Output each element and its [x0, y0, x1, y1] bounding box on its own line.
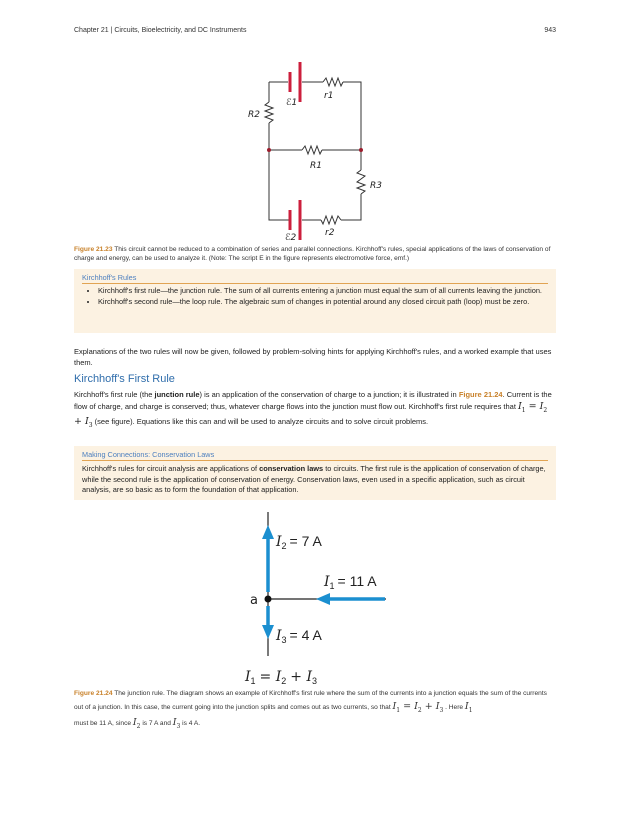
junction-rule-term: junction rule — [154, 390, 200, 399]
list-item: • Kirchhoff's first rule—the junction rule. The sum of all currents entering a junction must equal the sum of all currents leaving the junction. — [98, 286, 543, 296]
rules-box-title: Kirchhoff's Rules — [82, 273, 137, 282]
figure-23-caption-text: This circuit cannot be reduced to a combination of series and parallel connections. Kirchhoff's rules, special applications of the laws of conservation of charge and energy, can be used to analyze it. (Note: The script E in the figure represents electromotive force, emf.) — [74, 246, 551, 262]
list-item: • Kirchhoff's second rule—the loop rule. The algebraic sum of changes in potential around any closed circuit path (loop) must be zero. — [98, 297, 543, 307]
R3-label: R3 — [370, 181, 382, 191]
chapter-header: Chapter 21 | Circuits, Bioelectricity, and DC Instruments — [74, 27, 247, 34]
circuit-diagram — [230, 50, 390, 245]
figure-23-label: Figure 21.23 — [74, 246, 113, 253]
i1-arrowhead — [316, 593, 330, 605]
i3-label: = 4 A — [289, 627, 322, 643]
section-heading: Kirchhoff's First Rule — [74, 373, 175, 385]
svg-text:I1= 11 A: $I_1 = 11$ A — [324, 573, 377, 591]
junction-point — [265, 596, 272, 603]
r2-label: r2 — [325, 228, 335, 238]
kirchhoffs-rules-box — [74, 269, 556, 333]
figure-23-caption — [74, 245, 556, 263]
connections-box-title: Making Connections: Conservation Laws — [82, 450, 215, 459]
box-divider — [82, 283, 548, 284]
caption-i3: $I_3$ — [172, 716, 181, 730]
caption-i1: $I_1$ — [464, 700, 473, 714]
i3-arrowhead — [262, 625, 274, 639]
R1-label: R1 — [310, 161, 322, 171]
figure-21-24-link[interactable]: Figure 21.24 — [458, 390, 503, 399]
junction-equation: $I_1 = I_2 + I_3$ — [74, 400, 548, 429]
figure-24-label: Figure 21.24 — [74, 690, 113, 697]
emf1-label: ℰ1 — [286, 98, 298, 108]
page-number: 943 — [544, 27, 556, 34]
intro-paragraph: Explanations of the two rules will now be given, followed by problem-solving hints for applying Kirchhoff's rules, and a worked example that uses them. — [74, 347, 552, 367]
caption-equation: $I_1 = I_2 + I_3$ — [392, 700, 444, 714]
junction-label: a — [250, 593, 258, 608]
emf2-label: ℰ2 — [285, 233, 297, 243]
connections-text: Kirchhoff's rules for circuit analysis are applications of conservation laws to circuits. The first rule is the application of conservation of charge, while the second rule is the application of conservation of energy. Conservation laws, even used in a specific application, such as circuit analysis, are so basic as to form the foundation of that application. — [82, 464, 546, 494]
svg-text:I3= 4 A: $I_3 = 4$ A — [276, 627, 322, 645]
rules-list — [84, 286, 543, 308]
making-connections-box — [74, 446, 556, 500]
i1-label: = 11 A — [337, 573, 377, 589]
figure-24-caption: Figure 21.24 The junction rule. The diagram shows an example of Kirchhoff's first rule where the sum of the currents into a junction equals the sum of the currents out of a junction. In this case, the current going into the junction splits and comes out as two currents, so that $I_1 = I_2 + I_3$ . Here $I_1$ must be 11 A, since $I_2$ is 7 A and $I_3$ is 4 A. — [74, 690, 547, 730]
svg-text:I2= 7 A: $I_2 = 7$ A — [276, 533, 322, 551]
box-divider — [82, 460, 548, 461]
i2-label: = 7 A — [289, 533, 322, 549]
junction-diagram — [240, 512, 390, 687]
i2-arrowhead — [262, 525, 274, 539]
R2-label: R2 — [248, 110, 260, 120]
caption-i2: $I_2$ — [132, 716, 141, 730]
first-rule-paragraph: Kirchhoff's first rule (the junction rule) is an application of the conservation of charge to a junction; it is illustrated in Figure 21.24. Current is the flow of charge, and charge is conserved; thus, whatever charge flows into the junction must flow out. Kirchhoff's first rule requires that $I_1 = I_2 + I_3$ (see figure). Equations like this can and will be used to analyze circuits and to solve circuit problems. — [74, 390, 552, 429]
junction-equation-figure: $I_1 = I_2 + I_3$ — [245, 669, 318, 686]
r1-label: r1 — [324, 91, 334, 101]
conservation-laws-term: conservation laws — [259, 464, 324, 473]
